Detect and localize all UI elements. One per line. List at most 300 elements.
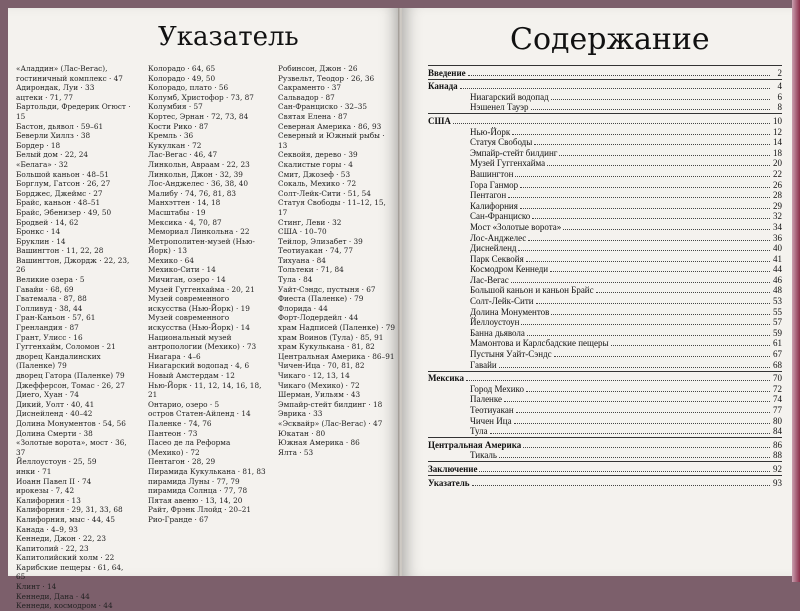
toc-entry-title: Пустыня Уайт-Сэндс	[470, 349, 552, 360]
toc-page-number: 55	[773, 306, 782, 317]
dot-leader	[551, 99, 770, 100]
toc-entry[interactable]	[428, 253, 782, 264]
index-entry: Пентагон · 28, 29	[148, 457, 216, 467]
section-rule	[428, 371, 782, 372]
toc-page-number: 57	[773, 317, 782, 328]
index-entry: Калифорния · 13	[16, 495, 81, 505]
toc-entry[interactable]	[428, 404, 782, 415]
toc-page-number: 8	[777, 102, 782, 113]
toc-entry-title: Город Мехико	[470, 383, 524, 394]
index-entry: Форт-Лодердейл · 44	[278, 313, 359, 323]
toc-entry[interactable]	[428, 317, 782, 328]
index-entry: Шерман, Уильям · 43	[278, 390, 361, 400]
dot-leader	[504, 401, 770, 402]
index-entry: Гуггенхайм, Соломон · 21	[16, 342, 116, 352]
index-entry: Смит, Джозеф · 53	[278, 169, 351, 179]
index-entry: Эврика · 33	[278, 409, 323, 419]
index-entry: Кости Рико · 87	[148, 121, 209, 131]
toc-entry-title: Калифорния	[470, 200, 518, 211]
toc-page-number: 14	[773, 137, 782, 148]
dot-leader	[468, 75, 770, 76]
index-entry: Тула · 84	[278, 275, 313, 285]
toc-page-number: 10	[773, 115, 782, 126]
toc-entry-title: Долина Монументов	[470, 306, 550, 317]
dot-leader	[528, 240, 770, 241]
toc-entry[interactable]	[428, 137, 782, 148]
toc-entry[interactable]	[428, 232, 782, 243]
index-entry: Долина Монументов · 54, 56	[16, 418, 126, 428]
toc-section[interactable]	[428, 81, 782, 92]
index-entry: инки · 71	[16, 466, 52, 476]
index-entry: Карибские пещеры · 61, 64, 65	[16, 562, 124, 582]
index-entry: храм Надписей (Паленке) · 79	[278, 323, 395, 333]
index-entry: Вашингтон, Джордж · 22, 23, 26	[16, 255, 130, 275]
toc-page-number: 2	[777, 67, 782, 78]
dot-leader	[499, 367, 770, 368]
index-entry: Южная Америка · 86	[278, 438, 360, 448]
toc-entry[interactable]	[428, 190, 782, 201]
toc-page-number: 61	[773, 338, 782, 349]
index-entry: Адирондак, Луи · 33	[16, 83, 95, 93]
dot-leader	[520, 187, 770, 188]
toc-entry-title: Заключение	[428, 463, 478, 474]
toc-entry[interactable]	[428, 102, 782, 113]
index-entry: Белый дом · 22, 24	[16, 150, 89, 160]
index-entry: дворец Гатора (Паленке) 79	[16, 371, 125, 380]
toc-entry[interactable]	[428, 264, 782, 275]
toc-entry-title: Солт-Лейк-Сити	[470, 296, 534, 307]
dot-leader	[554, 356, 770, 357]
index-entry: остров Статен-Айленд · 14	[148, 409, 251, 419]
index-entry: Центральная Америка · 86–91	[278, 351, 395, 361]
dot-leader	[526, 261, 770, 262]
toc-page-number: 4	[777, 81, 782, 92]
toc-section[interactable]	[428, 67, 782, 78]
dot-leader	[551, 314, 770, 315]
index-entry: пирамида Солнца · 77, 78	[148, 486, 248, 496]
dot-leader	[499, 457, 770, 458]
index-entry: Робинсон, Джон · 26	[278, 64, 358, 73]
dot-leader	[466, 380, 770, 381]
index-entry: Юкатан · 80	[278, 428, 326, 438]
toc-entry-title: Паленке	[470, 394, 503, 405]
index-entry: Бартольди, Фредерик Огюст · 15	[16, 102, 131, 121]
index-entry: Кеннеди, Джон · 22, 23	[16, 534, 107, 544]
toc-page-number: 6	[777, 91, 782, 102]
index-entry: Онтарио, озеро · 5	[148, 399, 220, 409]
toc-entry-title: США	[428, 115, 451, 126]
index-entry: Колорадо · 64, 65	[148, 64, 216, 73]
index-entry: Гватемала · 87, 88	[16, 294, 87, 304]
toc-entry[interactable]	[428, 415, 782, 426]
index-entry: Рио-Гранде · 67	[148, 514, 209, 524]
toc-page-number: 67	[773, 349, 782, 360]
index-column-3	[278, 64, 396, 457]
toc-page-number: 74	[773, 394, 782, 405]
toc-page-number: 48	[773, 285, 782, 296]
index-entry: Гренландия · 87	[16, 323, 79, 333]
index-entry: Кеннеди, Дана · 44	[16, 591, 90, 601]
section-rule	[428, 437, 782, 438]
toc-entry-title: Мамонтова и Карлсбадские пещеры	[470, 338, 609, 349]
toc-entry[interactable]	[428, 338, 782, 349]
toc-page-number: 18	[773, 147, 782, 158]
dot-leader	[512, 134, 770, 135]
toc-entry-title: Парк Секвойя	[470, 253, 524, 264]
index-entry: Уайт-Сэндс, пустыня · 67	[278, 284, 376, 294]
index-entry: Диего, Хуан · 74	[16, 390, 79, 400]
toc-page-number: 86	[773, 439, 782, 450]
index-entry: Фиеста (Паленке) · 79	[278, 294, 364, 304]
index-entry: Ялта · 53	[278, 447, 314, 457]
index-entry: Кеннеди, космодром · 44	[16, 601, 113, 611]
section-rule	[428, 475, 782, 476]
index-entry: Святая Елена · 87	[278, 111, 348, 121]
toc-entry[interactable]	[428, 168, 782, 179]
index-entry: Йеллоустоун · 25, 59	[16, 457, 97, 467]
index-entry: Солт-Лейк-Сити · 51, 54	[278, 188, 371, 198]
toc-page-number: 28	[773, 190, 782, 201]
toc-entry[interactable]	[428, 158, 782, 169]
toc-entry-title: Указатель	[428, 477, 470, 488]
index-entry: Тольтеки · 71, 84	[278, 265, 344, 275]
toc-entry[interactable]	[428, 295, 782, 306]
dot-leader	[526, 391, 770, 392]
index-entry: Национальный музей антропологии (Мехико) · 73	[148, 332, 257, 352]
toc-entry[interactable]	[428, 394, 782, 405]
index-entry: Диснейленд · 40–42	[16, 409, 93, 419]
section-rule	[428, 461, 782, 462]
index-entry: Нью-Йорк · 11, 12, 14, 16, 18, 21	[148, 380, 262, 400]
index-entry: Эмпайр-стейт билдинг · 18	[278, 399, 383, 409]
index-entry: США · 10–70	[278, 227, 327, 237]
toc-entry-title: Банна дьявола	[470, 327, 525, 338]
index-entry: Тейлор, Элизабет · 39	[278, 236, 363, 246]
index-entry: Флорида · 44	[278, 303, 328, 313]
toc-entry-title: Канада	[428, 81, 458, 92]
toc-page-number: 32	[773, 211, 782, 222]
dot-leader	[563, 229, 770, 230]
dot-leader	[518, 250, 770, 251]
dot-leader	[479, 471, 770, 472]
toc-page-number: 36	[773, 232, 782, 243]
index-entry: «Эсквайр» (Лас-Вегас) · 47	[278, 418, 383, 428]
dot-leader	[520, 208, 770, 209]
index-entry: Колумбия · 57	[148, 102, 203, 112]
toc-entry[interactable]	[428, 285, 782, 296]
index-column-2	[148, 64, 266, 525]
index-entry: Грант, Улисс · 16	[16, 332, 83, 342]
dot-leader	[531, 109, 770, 110]
index-entry: Колорадо · 49, 50	[148, 73, 216, 83]
dot-leader	[534, 144, 770, 145]
dot-leader	[515, 176, 770, 177]
dot-leader	[532, 218, 770, 219]
contents-title: Содержание	[510, 22, 710, 57]
index-entry: Дикий, Уолт · 40, 41	[16, 399, 95, 409]
toc-entry-title: Космодром Кеннеди	[470, 264, 549, 275]
index-entry: Борглум, Гатсон · 26, 27	[16, 179, 111, 189]
toc-page-number: 40	[773, 243, 782, 254]
index-entry: Мехико · 64	[148, 255, 194, 265]
index-entry: Бордер · 18	[16, 140, 61, 150]
index-entry: ирокезы · 7, 42	[16, 486, 75, 496]
toc-page-number: 22	[773, 168, 782, 179]
toc-page-number: 68	[773, 359, 782, 370]
index-entry: «Белага» · 32	[16, 159, 69, 169]
toc-entry-title: Нью-Йорк	[470, 126, 511, 137]
dot-leader	[527, 335, 770, 336]
toc-entry-title: Сан-Франциско	[470, 211, 531, 222]
index-entry: Лос-Анджелес · 36, 38, 40	[148, 179, 249, 189]
index-entry: Клинт · 14	[16, 582, 57, 592]
toc-page-number: 34	[773, 221, 782, 232]
index-entry: Большой каньон · 48–51	[16, 169, 109, 179]
dot-leader	[516, 412, 770, 413]
index-entry: Райт, Фрэнк Ллойд · 20–21	[148, 505, 252, 515]
index-entry: Рузвельт, Теодор · 26, 36	[278, 73, 375, 83]
index-entry: Статуя Свободы · 11–12, 15, 17	[278, 198, 386, 217]
toc-entry-title: Тула	[470, 426, 488, 437]
index-entry: ацтеки · 71, 77	[16, 92, 73, 102]
index-entry: Мексика · 4, 70, 87	[148, 217, 222, 227]
toc-entry-title: Большой каньон и каньон Брайс	[470, 285, 594, 296]
toc-entry[interactable]	[428, 348, 782, 359]
index-entry: Сан-Франциско · 32–35	[278, 102, 367, 112]
section-rule	[428, 113, 782, 114]
dot-leader	[523, 447, 770, 448]
dot-leader	[511, 282, 770, 283]
toc-entry[interactable]	[428, 243, 782, 254]
dot-leader	[490, 433, 770, 434]
dot-leader	[536, 303, 770, 304]
toc-entry-title: Диснейленд	[470, 243, 517, 254]
toc-entry-title: Введение	[428, 67, 466, 78]
toc-entry[interactable]	[428, 179, 782, 190]
index-entry: Линкольн, Джон · 32, 39	[148, 169, 243, 179]
index-entry: Долина Смерти · 38	[16, 428, 93, 438]
toc-entry-title: Тикаль	[470, 450, 497, 461]
toc-section[interactable]	[428, 477, 782, 488]
index-entry: Беверли Хиллз · 38	[16, 131, 91, 141]
toc-entry-title: Ниагарский водопад	[470, 91, 549, 102]
index-entry: храм Кукулькана · 81, 82	[278, 342, 375, 352]
index-entry: Пантеон · 73	[148, 428, 198, 438]
index-entry: Тихуана · 84	[278, 255, 326, 265]
index-entry: «Золотые ворота», мост · 36, 37	[16, 438, 127, 457]
index-entry: Вашингтон · 11, 22, 28	[16, 246, 104, 256]
index-entry: Северная Америка · 86, 93	[278, 121, 382, 131]
index-entry: Гран-Каньон · 57, 61	[16, 313, 96, 323]
toc-page-number: 77	[773, 405, 782, 415]
toc-entry[interactable]	[428, 221, 782, 232]
toc-entry-title: Мексика	[428, 373, 465, 384]
toc-entry[interactable]	[428, 359, 782, 370]
index-entry: Кортес, Эрнан · 72, 73, 84	[148, 111, 249, 121]
toc-page-number: 70	[773, 373, 782, 384]
dot-leader	[508, 197, 770, 198]
toc-entry-title: Чичен Ица	[470, 415, 512, 426]
toc-entry-title: Вашингтон	[470, 168, 514, 179]
index-entry: Брайс, каньон · 48–51	[16, 198, 101, 208]
contents-page	[402, 8, 792, 576]
toc-entry-title: Гавайи	[470, 359, 497, 370]
index-entry: «Аладдин» (Лас-Вегас), гостиничный комплекс · 47	[16, 64, 123, 83]
toc-section[interactable]	[428, 373, 782, 384]
toc-page-number: 29	[773, 200, 782, 211]
index-entry: Музей современного искусства (Нью-Йорк) · 19	[148, 294, 250, 313]
toc-entry[interactable]	[428, 274, 782, 285]
toc-entry[interactable]	[428, 426, 782, 437]
index-page	[8, 8, 400, 611]
index-entry: пирамида Луны · 77, 79	[148, 476, 240, 486]
index-entry: Кукулкан · 72	[148, 140, 202, 150]
dot-leader	[460, 88, 770, 89]
toc-page-number: 46	[773, 274, 782, 285]
index-entry: Ниагарский водопад · 4, 6	[148, 361, 250, 371]
dot-leader	[611, 345, 771, 346]
index-entry: дворец Кандалинских (Паленке) 79	[16, 351, 101, 371]
dot-leader	[453, 123, 770, 124]
index-entry: Сальвадор · 87	[278, 92, 335, 102]
index-entry: Великие озера · 5	[16, 275, 85, 285]
index-entry: Колумб, Христофор · 73, 87	[148, 92, 254, 102]
index-entry: Мехико-Сити · 14	[148, 265, 216, 275]
index-entry: Мичиган, озеро · 14	[148, 275, 226, 285]
index-title: Указатель	[158, 22, 299, 52]
index-entry: Кремль · 36	[148, 131, 194, 141]
index-entry: Скалистые горы · 4	[278, 159, 353, 169]
toc-page-number: 12	[773, 126, 782, 137]
section-rule	[428, 79, 782, 80]
index-entry: Джефферсон, Томас · 26, 27	[16, 380, 125, 390]
index-entry: Калифорния · 29, 31, 33, 68	[16, 505, 123, 515]
index-entry: Иоанн Павел II · 74	[16, 476, 92, 486]
toc-entry[interactable]	[428, 306, 782, 317]
toc-entry[interactable]	[428, 200, 782, 211]
index-entry: Бруклин · 14	[16, 236, 66, 246]
dot-leader	[514, 423, 770, 424]
dot-leader	[596, 292, 770, 293]
toc-section[interactable]	[428, 463, 782, 474]
index-entry: Пятая авеню · 13, 14, 20	[148, 495, 243, 505]
index-entry: Брайс, Эбенизер · 49, 50	[16, 207, 112, 217]
index-entry: Чикаго · 12, 13, 14	[278, 371, 350, 380]
toc-page-number: 53	[773, 296, 782, 307]
toc-entry-title: Пентагон	[470, 190, 507, 201]
index-entry: Капитолий · 22, 23	[16, 543, 89, 553]
dot-leader	[521, 324, 770, 325]
toc-entry-title: Йеллоустоун	[470, 317, 520, 328]
toc-entry-title: Мост «Золотые ворота»	[470, 221, 562, 232]
toc-entry[interactable]	[428, 450, 782, 461]
index-entry: Лас-Вегас · 46, 47	[148, 150, 218, 160]
toc-page-number: 59	[773, 327, 782, 338]
index-entry: Чикаго (Мехико) · 72	[278, 380, 360, 390]
index-entry: Секвойя, дерево · 39	[278, 150, 358, 160]
index-column-1	[16, 64, 134, 611]
index-entry: Бродвей · 14, 62	[16, 217, 79, 227]
index-entry: Калифорния, мыс · 44, 45	[16, 514, 115, 524]
section-rule	[428, 65, 782, 66]
toc-entry-title: Нэшенел Тауэр	[470, 102, 529, 113]
index-entry: Канада · 4–9, 93	[16, 524, 78, 534]
index-entry: Сокаль, Мехико · 72	[278, 179, 357, 189]
toc-page-number: 84	[773, 426, 782, 437]
toc-page-number: 20	[773, 158, 782, 169]
toc-entry[interactable]	[428, 211, 782, 222]
contents-list	[428, 64, 782, 488]
toc-entry-title: Теотиуакан	[470, 405, 514, 415]
index-entry: Паленке · 74, 76	[148, 418, 212, 428]
dot-leader	[550, 271, 770, 272]
index-entry: Масштабы · 19	[148, 207, 206, 217]
toc-entry[interactable]	[428, 126, 782, 137]
toc-entry[interactable]	[428, 383, 782, 394]
toc-page-number: 26	[773, 179, 782, 190]
toc-entry[interactable]	[428, 327, 782, 338]
toc-entry-title: Эмпайр-стейт билдинг	[470, 147, 558, 158]
index-entry: Борджес, Джеймс · 27	[16, 188, 103, 198]
index-entry: Музей Гуггенхайма · 20, 21	[148, 284, 255, 294]
toc-section[interactable]	[428, 439, 782, 450]
toc-page-number: 44	[773, 264, 782, 275]
index-entry: Чичен-Ица · 70, 81, 82	[278, 361, 365, 371]
index-entry: Гавайи · 68, 69	[16, 284, 74, 294]
toc-entry-title: Статуя Свободы	[470, 137, 533, 148]
index-entry: Голливуд · 38, 44	[16, 303, 83, 313]
index-entry: Манхэттен · 14, 18	[148, 198, 221, 208]
toc-page-number: 41	[773, 253, 782, 264]
index-entry: Музей современного искусства (Нью-Йорк) · 14	[148, 313, 250, 333]
index-entry: Северный и Южный рыбы · 13	[278, 131, 385, 150]
index-entry: Пасео де ла Реформа (Мехико) · 72	[148, 438, 231, 457]
dot-leader	[559, 155, 770, 156]
index-entry: Линкольн, Авраам · 22, 23	[148, 159, 250, 169]
toc-entry-title: Гора Ганмор	[470, 179, 519, 190]
toc-page-number: 72	[773, 383, 782, 394]
index-entry: Стинг, Леви · 32	[278, 217, 342, 227]
dot-leader	[547, 165, 770, 166]
toc-entry-title: Центральная Америка	[428, 439, 522, 450]
toc-entry-title: Лас-Вегас	[470, 274, 509, 285]
toc-section[interactable]	[428, 115, 782, 126]
toc-entry-title: Лос-Анджелес	[470, 232, 527, 243]
toc-page-number: 92	[773, 463, 782, 474]
index-entry: Сакраменто · 37	[278, 83, 342, 93]
index-entry: Бронкс · 14	[16, 227, 61, 237]
index-entry: храм Воинов (Тула) · 85, 91	[278, 332, 384, 342]
toc-entry-title: Музей Гуггенхайма	[470, 158, 546, 169]
index-entry: Малибу · 74, 76, 81, 83	[148, 188, 237, 198]
index-entry: Бастон, дьявол · 59–61	[16, 121, 104, 131]
index-entry: Пирамида Кукулькана · 81, 83	[148, 466, 266, 476]
index-entry: Колорадо, плато · 56	[148, 83, 229, 93]
index-entry: Теотиуакан · 74, 77	[278, 246, 354, 256]
toc-page-number: 93	[773, 477, 782, 488]
index-entry: Ниагара · 4–6	[148, 351, 201, 361]
toc-entry[interactable]	[428, 91, 782, 102]
toc-page-number: 80	[773, 415, 782, 426]
toc-entry[interactable]	[428, 147, 782, 158]
dot-leader	[472, 485, 770, 486]
toc-page-number: 88	[773, 450, 782, 461]
book-edge	[792, 0, 800, 582]
index-entry: Мемориал Линкольна · 22	[148, 227, 250, 237]
index-entry: Капитолийский холм · 22	[16, 553, 115, 563]
index-entry: Метрополитен-музей (Нью-Йорк) · 13	[148, 236, 255, 256]
index-entry: Новый Амстердам · 12	[148, 371, 235, 380]
